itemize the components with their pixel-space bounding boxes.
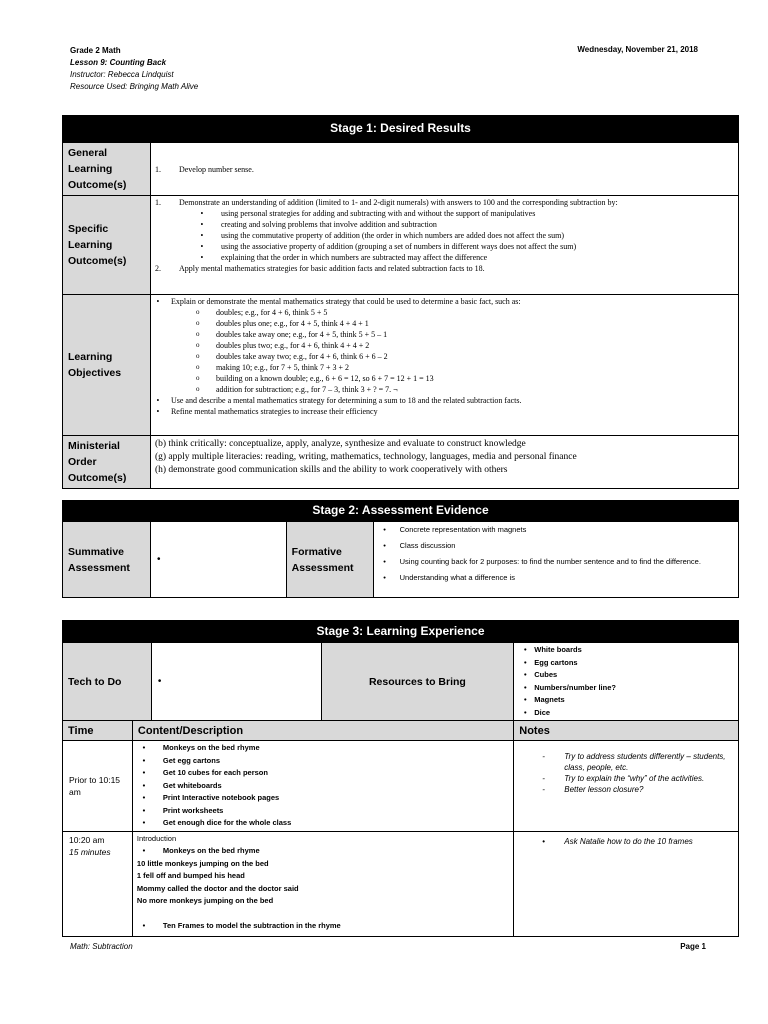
list-item: • explaining that the order in which numbers are subtracted may affect the difference (200, 253, 488, 262)
learning-objectives-label: Learning Objectives (63, 295, 151, 436)
list-item: (b) think critically: conceptualize, apply, analyze, synthesize and evaluate to construct knowledge (154, 439, 526, 449)
list-item: o doubles take away one; e.g., for 4 + 5, think 5 + 5 – 1 (195, 330, 388, 339)
page-number: Page 1 (680, 942, 706, 951)
rhyme-line: 1 fell off and bumped his head (136, 871, 245, 880)
list-item: • Monkeys on the bed rhyme (142, 743, 260, 752)
list-item: • Refine mental mathematics strategies to increase their efficiency (156, 407, 378, 416)
list-item: • Numbers/number line? (523, 682, 616, 692)
list-item: (h) demonstrate good communication skills and the ability to work cooperatively with others (154, 465, 508, 475)
general-outcome-label: General Learning Outcome(s) (63, 143, 151, 196)
list-item: o doubles; e.g., for 4 + 6, think 5 + 5 (195, 308, 328, 317)
specific-outcome-bullets (151, 208, 738, 263)
stage1-table (62, 142, 739, 489)
row2-intro: Introduction (136, 833, 177, 843)
specific-outcome-item-1: 1. Demonstrate an understanding of addition (limited to 1- and 2-digit numerals) with answers to 100 and the corresponding subtraction by: (154, 198, 618, 207)
list-item: • using the associative property of addition (grouping a set of numbers in different ways does not affect the sum) (200, 242, 577, 251)
list-item: o building on a known double; e.g., 6 + 6 = 12, so 6 + 7 = 12 + 1 = 13 (195, 374, 434, 383)
list-item: • Understanding what a difference is (383, 573, 515, 582)
list-item: o doubles take away two; e.g., for 4 + 6, think 6 + 6 – 2 (195, 352, 388, 361)
col-content-header: Content/Description (132, 721, 513, 741)
stage2-title: Stage 2: Assessment Evidence (62, 500, 739, 521)
row2-time: 10:20 am (69, 834, 105, 845)
list-item: • Get whiteboards (142, 780, 222, 790)
list-item: - Try to address students differently – students, class, people, etc. (542, 752, 726, 772)
resources-label: Resources to Bring (321, 643, 514, 721)
stage2-table (62, 521, 739, 598)
list-item: • Use and describe a mental mathematics strategy for determining a sum to 18 and the related subtraction facts. (156, 396, 522, 405)
formative-label: Formative Assessment (286, 522, 373, 598)
specific-outcome-cell (150, 196, 738, 295)
rhyme-line: Mommy called the doctor and the doctor said (136, 883, 299, 893)
list-item: • Ten Frames to model the subtraction in the rhyme (142, 920, 341, 930)
row1-content (132, 741, 513, 832)
row2-time-cell (63, 831, 133, 936)
tech-to-do-value: • (151, 643, 321, 721)
rhyme-line: No more monkeys jumping on the bed (136, 896, 274, 905)
list-item: • White boards (523, 645, 582, 654)
list-item: • Class discussion (383, 541, 456, 550)
specific-outcome-item-2: 2. Apply mental mathematics strategies for basic addition facts and related subtraction facts to 18. (154, 264, 485, 273)
col-notes-header: Notes (514, 721, 739, 741)
row2-duration: 15 minutes (69, 846, 111, 857)
row1-time: Prior to 10:15 am (63, 741, 133, 832)
resources-cell (514, 643, 739, 721)
list-item: - Better lesson closure? (542, 785, 644, 794)
list-item: o doubles plus two; e.g., for 4 + 6, think 4 + 4 + 2 (195, 341, 370, 350)
ministerial-outcome-cell (150, 436, 738, 489)
list-item: • Explain or demonstrate the mental mathematics strategy that could be used to determine a basic fact, such as: (156, 297, 521, 306)
list-item: • using personal strategies for adding and subtracting with and without the support of manipulatives (200, 209, 536, 218)
list-item: • Print Interactive notebook pages (142, 793, 280, 802)
list-item: o doubles plus one; e.g., for 4 + 5, think 4 + 4 + 1 (195, 319, 369, 328)
list-item: • Cubes (523, 670, 558, 679)
header-date: Wednesday, November 21, 2018 (577, 45, 698, 54)
general-outcome-cell (150, 143, 738, 196)
stage1-title: Stage 1: Desired Results (62, 115, 739, 142)
general-outcome-item: 1. Develop number sense. (154, 164, 254, 174)
document-header (70, 45, 198, 93)
list-item: • Using counting back for 2 purposes: to find the number sentence and to find the difference. (383, 557, 701, 566)
list-item: • creating and solving problems that involve addition and subtraction (200, 220, 437, 229)
row2-content (132, 831, 513, 936)
list-item: (g) apply multiple literacies: reading, writing, mathematics, technology, languages, media and personal finance (154, 452, 577, 462)
specific-outcome-label: Specific Learning Outcome(s) (63, 196, 151, 295)
list-item: • Dice (523, 707, 551, 717)
objectives-sub-list (151, 307, 738, 395)
tech-to-do-label: Tech to Do (63, 643, 152, 721)
list-item: • Monkeys on the bed rhyme (142, 846, 260, 855)
summative-value: • (150, 522, 286, 598)
col-time-header: Time (63, 721, 133, 741)
list-item: • Concrete representation with magnets (383, 525, 527, 534)
list-item: • using the commutative property of addition (the order in which numbers are added does not affect the sum) (200, 231, 565, 240)
resource-used: Resource Used: Bringing Math Alive (70, 82, 199, 91)
row1-notes (514, 741, 739, 832)
table-row (63, 741, 739, 832)
list-item: • Get enough dice for the whole class (142, 818, 292, 827)
instructor: Instructor: Rebecca Lindquist (70, 70, 174, 79)
ministerial-outcome-label: Ministerial Order Outcome(s) (63, 436, 151, 489)
learning-objectives-cell (150, 295, 738, 436)
list-item: • Get egg cartons (142, 755, 221, 765)
stage3-table (62, 642, 739, 937)
summative-label: Summative Assessment (63, 522, 151, 598)
list-item: o making 10; e.g., for 7 + 5, think 7 + 3 + 2 (195, 363, 350, 372)
rhyme-line: 10 little monkeys jumping on the bed (136, 858, 269, 868)
list-item: o addition for subtraction; e.g., for 7 – 3, think 3 + ? = 7. ¬ (195, 385, 398, 394)
stage3-title: Stage 3: Learning Experience (62, 620, 739, 642)
list-item: • Magnets (523, 695, 565, 704)
row2-notes (514, 831, 739, 936)
lesson-title: Lesson 9: Counting Back (70, 58, 167, 67)
list-item: • Get 10 cubes for each person (142, 768, 268, 777)
table-row (63, 831, 739, 936)
list-item: • Egg cartons (523, 657, 578, 667)
subject: Grade 2 Math (70, 46, 121, 55)
list-item: • Print worksheets (142, 805, 224, 815)
list-item: • Ask Natalie how to do the 10 frames (542, 836, 693, 846)
list-item: - Try to explain the “why” of the activities. (542, 774, 705, 783)
formative-cell (373, 522, 738, 598)
footer-left: Math: Subtraction (70, 942, 133, 951)
